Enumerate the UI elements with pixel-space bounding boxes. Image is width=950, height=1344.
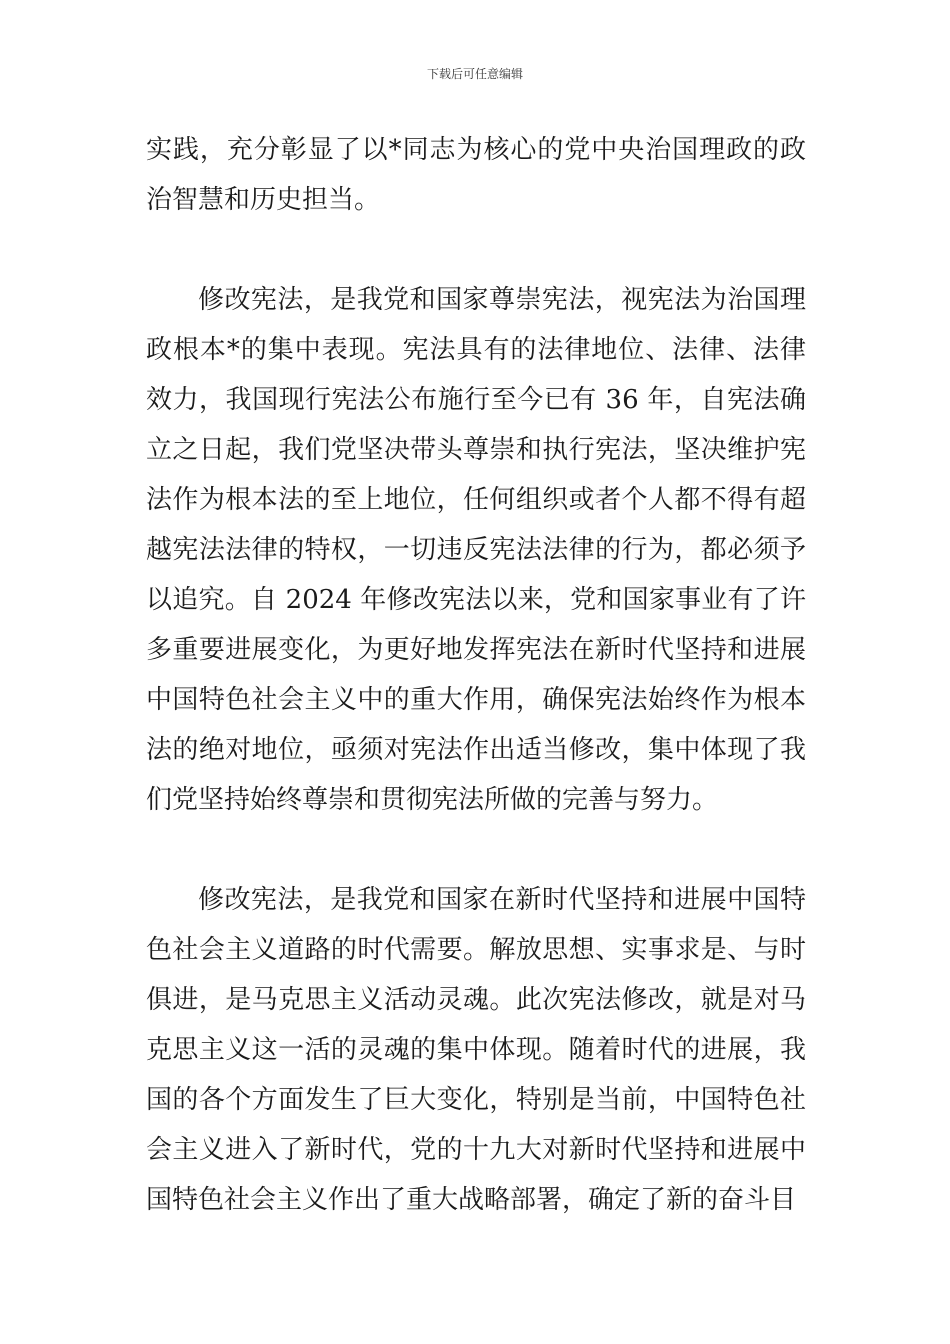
- paragraph-1: 实践，充分彰显了以*同志为核心的党中央治国理政的政治智慧和历史担当。: [146, 135, 806, 215]
- paragraph-gap: [146, 825, 806, 875]
- paragraph-2: 修改宪法，是我党和国家尊崇宪法，视宪法为治国理政根本*的集中表现。宪法具有的法律地位、法律、法律效力，我国现行宪法公布施行至今已有 36 年，自宪法确立之日起，我们党坚决带头尊崇和执行宪法，坚决维护宪法作为根本法的至上地位，任何组织或者个人都不得有超越宪法法律的特权，一切违反宪法法律的行为，都必须予以追究。自 2024 年修改宪法以来，党和国家事业有了许多重要进展变化，为更好地发挥宪法在新时代坚持和进展中国特色社会主义中的重大作用，确保宪法始终作为根本法的绝对地位，亟须对宪法作出适当修改，集中体现了我们党坚持始终尊崇和贯彻宪法所做的完善与努力。: [146, 285, 806, 815]
- paragraph-3: 修改宪法，是我党和国家在新时代坚持和进展中国特色社会主义道路的时代需要。解放思想、实事求是、与时俱进，是马克思主义活动灵魂。此次宪法修改，就是对马克思主义这一活的灵魂的集中体现。随着时代的进展，我国的各个方面发生了巨大变化，特别是当前，中国特色社会主义进入了新时代，党的十九大对新时代坚持和进展中国特色社会主义作出了重大战略部署，确定了新的奋斗目: [146, 885, 806, 1215]
- page-header: 下载后可任意编辑: [426, 67, 523, 81]
- document-body: [146, 125, 806, 1225]
- paragraph-gap: [146, 225, 806, 275]
